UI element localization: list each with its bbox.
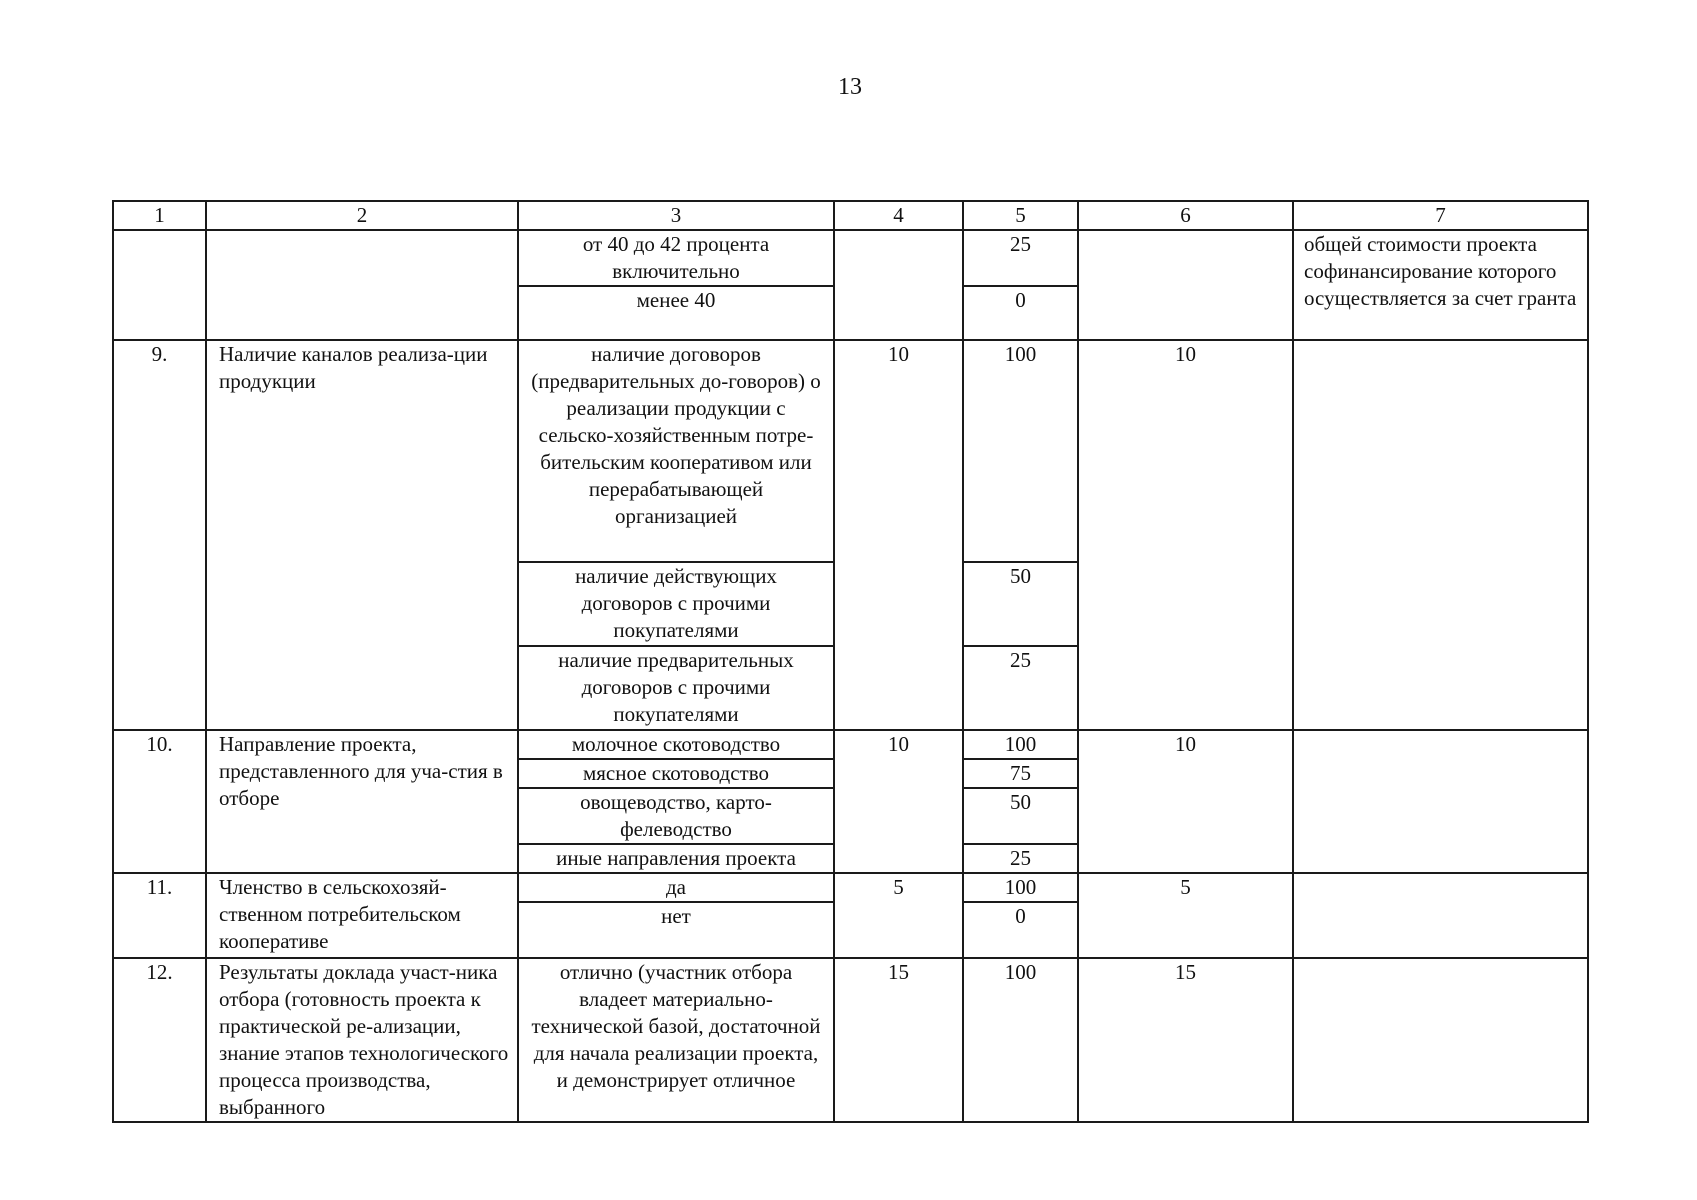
cell-weight: 10 (834, 730, 963, 873)
cell-criterion: Наличие каналов реализа-ции продукции (206, 340, 518, 730)
page-number: 13 (838, 74, 862, 100)
cell-points: 100 (963, 873, 1078, 902)
cell-max-score: 5 (1078, 873, 1293, 958)
cell-points: 100 (963, 340, 1078, 562)
cell-note (1293, 958, 1588, 1122)
cell-criterion: Направление проекта, представленного для уча-стия в отборе (206, 730, 518, 873)
table-row-12 (113, 958, 1588, 1122)
cell-number: 9. (113, 340, 206, 730)
cell-note (1293, 873, 1588, 958)
cell-max-score: 15 (1078, 958, 1293, 1122)
cell-weight: 5 (834, 873, 963, 958)
criteria-table (112, 200, 1589, 1123)
cell-note: общей стоимости проекта софинансирование которого осуществляется за счет гранта (1293, 230, 1588, 340)
cell-option: наличие договоров (предварительных до-говоров) о реализации продукции с сельско-хозяйственным потре-бительским кооперативом или перерабатывающей организацией (518, 340, 834, 562)
col-header-5: 5 (963, 201, 1078, 230)
cell-weight (834, 230, 963, 340)
col-header-1: 1 (113, 201, 206, 230)
cell-points: 25 (963, 646, 1078, 730)
cell-option: от 40 до 42 процента включительно (518, 230, 834, 286)
cell-option: наличие действующих договоров с прочими покупателями (518, 562, 834, 646)
cell-points: 0 (963, 902, 1078, 958)
cell-weight: 10 (834, 340, 963, 730)
col-header-7: 7 (1293, 201, 1588, 230)
cell-points: 100 (963, 730, 1078, 759)
col-header-3: 3 (518, 201, 834, 230)
cell-points: 100 (963, 958, 1078, 1122)
cell-option: мясное скотоводство (518, 759, 834, 788)
cell-option: нет (518, 902, 834, 958)
table-row-11 (113, 873, 1588, 902)
cell-points: 25 (963, 230, 1078, 286)
col-header-6: 6 (1078, 201, 1293, 230)
cell-number: 11. (113, 873, 206, 958)
cell-max-score: 10 (1078, 340, 1293, 730)
cell-note (1293, 340, 1588, 730)
cell-max-score: 10 (1078, 730, 1293, 873)
cell-criterion (206, 230, 518, 340)
cell-option: да (518, 873, 834, 902)
cell-note (1293, 730, 1588, 873)
col-header-2: 2 (206, 201, 518, 230)
cell-number: 10. (113, 730, 206, 873)
header-row (113, 201, 1588, 230)
cell-points: 75 (963, 759, 1078, 788)
cell-option: отлично (участник отбора владеет материально-технической базой, достаточной для начала реализации проекта, и демонстрирует отличное (518, 958, 834, 1122)
cell-weight: 15 (834, 958, 963, 1122)
cell-points: 0 (963, 286, 1078, 340)
cell-points: 50 (963, 562, 1078, 646)
cell-max-score (1078, 230, 1293, 340)
cell-criterion: Членство в сельскохозяй-ственном потребительском кооперативе (206, 873, 518, 958)
cell-number: 12. (113, 958, 206, 1122)
cell-option: наличие предварительных договоров с прочими покупателями (518, 646, 834, 730)
table-row-continuation (113, 230, 1588, 286)
table-row-10 (113, 730, 1588, 759)
cell-number (113, 230, 206, 340)
cell-option: молочное скотоводство (518, 730, 834, 759)
col-header-4: 4 (834, 201, 963, 230)
cell-option: иные направления проекта (518, 844, 834, 873)
cell-option: овощеводство, карто-фелеводство (518, 788, 834, 844)
cell-criterion: Результаты доклада участ-ника отбора (готовность проекта к практической ре-ализации, знание этапов технологического процесса производства, выбранного (206, 958, 518, 1122)
cell-points: 25 (963, 844, 1078, 873)
table-row-9 (113, 340, 1588, 562)
cell-points: 50 (963, 788, 1078, 844)
cell-option: менее 40 (518, 286, 834, 340)
